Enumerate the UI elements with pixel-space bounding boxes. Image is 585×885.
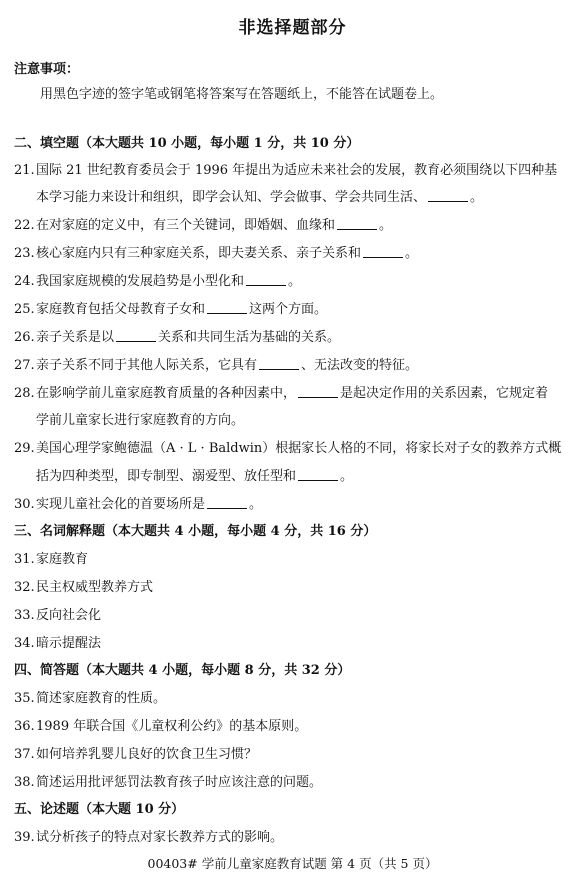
question-29: [14, 442, 574, 455]
question-31: [14, 553, 574, 566]
question-text: 我国家庭规模的发展趋势是小型化和: [36, 274, 245, 289]
question-text: 本学习能力来设计和组织，即学会认知、学会做事、学会共同生活、: [36, 190, 427, 205]
question-29-continued: [36, 470, 353, 483]
question-number: 39.: [14, 830, 35, 845]
question-number: 37.: [14, 747, 35, 762]
question-39: [14, 831, 574, 844]
question-21-continued: [36, 191, 483, 204]
question-text: 在影响学前儿童家庭教育质量的各种因素中，: [36, 386, 297, 401]
section-terms-heading: 三、名词解释题（本大题共 4 小题，每小题 4 分，共 16 分）: [14, 524, 377, 539]
question-text: 暗示提醒法: [36, 636, 102, 651]
question-text: 民主权威型教养方式: [36, 580, 154, 595]
question-number: 22.: [14, 218, 35, 233]
question-number: 38.: [14, 775, 35, 790]
question-text: 国际 21 世纪教育委员会于 1996 年提出为适应未来社会的发展，教育必须围绕以下四种基: [36, 163, 558, 178]
question-number: 24.: [14, 274, 35, 289]
answer-blank: [207, 303, 247, 314]
section-essay-heading: 五、论述题（本大题 10 分）: [14, 802, 185, 817]
question-text: 是起决定作用的关系因素，它规定着: [340, 386, 549, 401]
question-number: 30.: [14, 497, 35, 512]
question-text: 。: [379, 218, 393, 233]
question-text: 这两个方面。: [249, 302, 328, 317]
question-number: 29.: [14, 441, 35, 456]
question-text: 亲子关系不同于其他人际关系，它具有: [36, 358, 258, 373]
question-text: 。: [340, 469, 354, 484]
question-text: 反向社会化: [36, 608, 102, 623]
question-text: 亲子关系是以: [36, 330, 115, 345]
question-number: 31.: [14, 552, 35, 567]
question-text: 、无法改变的特征。: [301, 358, 419, 373]
question-text: 。: [405, 246, 419, 261]
answer-blank: [337, 219, 377, 230]
page-title: 非选择题部分: [238, 18, 347, 38]
question-number: 23.: [14, 246, 35, 261]
question-text: 。: [288, 274, 302, 289]
question-34: [14, 637, 574, 650]
answer-blank: [428, 191, 468, 202]
section-fill-heading: 二、填空题（本大题共 10 小题，每小题 1 分，共 10 分）: [14, 136, 360, 151]
question-28-continued: 学前儿童家长进行家庭教育的方向。: [36, 413, 245, 428]
question-text: 家庭教育: [36, 552, 89, 567]
question-number: 34.: [14, 636, 35, 651]
question-36: [14, 720, 574, 733]
question-text: 实现儿童社会化的首要场所是: [36, 497, 206, 512]
question-text: 。: [249, 497, 263, 512]
question-30: [14, 498, 574, 511]
question-number: 32.: [14, 580, 35, 595]
question-37: [14, 748, 574, 761]
question-26: [14, 331, 574, 344]
question-text: 。: [470, 190, 484, 205]
question-22: [14, 219, 574, 232]
question-number: 26.: [14, 330, 35, 345]
answer-blank: [363, 247, 403, 258]
notice-heading: 注意事项：: [14, 62, 80, 77]
question-text: 美国心理学家鲍德温（A · L · Baldwin）根据家长人格的不同，将家长对子女的教养方式概: [36, 441, 562, 456]
question-text: 括为四种类型，即专制型、溺爱型、放任型和: [36, 469, 297, 484]
question-number: 21.: [14, 163, 35, 178]
answer-blank: [207, 498, 247, 509]
question-number: 25.: [14, 302, 35, 317]
answer-blank: [298, 387, 338, 398]
question-number: 36.: [14, 719, 35, 734]
notice-body: 用黑色字迹的签字笔或钢笔将答案写在答题纸上，不能答在试题卷上。: [40, 87, 444, 102]
question-23: [14, 247, 574, 260]
question-25: [14, 303, 574, 316]
question-text: 简述家庭教育的性质。: [36, 691, 167, 706]
question-text: 家庭教育包括父母教育子女和: [36, 302, 206, 317]
question-text: 如何培养乳婴儿良好的饮食卫生习惯？: [36, 747, 258, 762]
question-text: 核心家庭内只有三种家庭关系，即夫妻关系、亲子关系和: [36, 246, 362, 261]
question-text: 试分析孩子的特点对家长教养方式的影响。: [36, 830, 284, 845]
question-number: 28.: [14, 386, 35, 401]
question-24: [14, 275, 574, 288]
answer-blank: [298, 470, 338, 481]
question-33: [14, 609, 574, 622]
question-text: 关系和共同生活为基础的关系。: [158, 330, 341, 345]
answer-blank: [116, 331, 156, 342]
answer-blank: [246, 275, 286, 286]
question-32: [14, 581, 574, 594]
section-short-heading: 四、简答题（本大题共 4 小题，每小题 8 分，共 32 分）: [14, 663, 351, 678]
question-text: 简述运用批评惩罚法教育孩子时应该注意的问题。: [36, 775, 323, 790]
question-text: 1989 年联合国《儿童权利公约》的基本原则。: [36, 719, 308, 734]
answer-blank: [259, 359, 299, 370]
question-28: [14, 387, 574, 400]
question-27: [14, 359, 574, 372]
question-number: 33.: [14, 608, 35, 623]
question-38: [14, 776, 574, 789]
question-35: [14, 692, 574, 705]
question-21: [14, 164, 574, 177]
question-text: 在对家庭的定义中，有三个关键词，即婚姻、血缘和: [36, 218, 336, 233]
page-footer: 00403# 学前儿童家庭教育试题 第 4 页（共 5 页）: [147, 856, 438, 871]
question-number: 35.: [14, 691, 35, 706]
question-number: 27.: [14, 358, 35, 373]
